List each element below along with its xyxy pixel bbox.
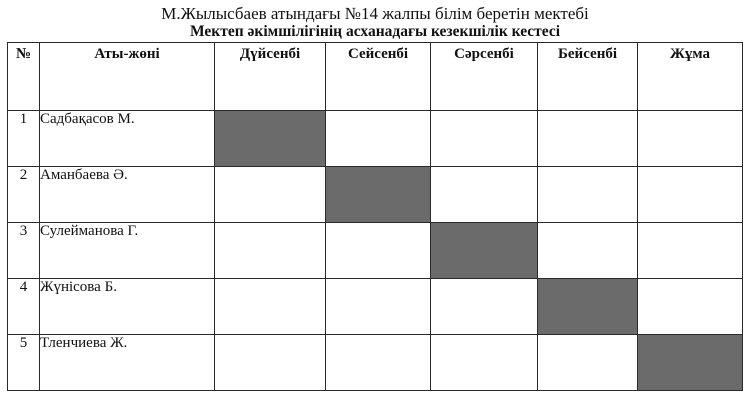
duty-schedule-table: [7, 42, 743, 391]
column-header-thursday: Бейсенбі: [538, 43, 638, 111]
header-row: [8, 43, 743, 111]
staff-name: Садбақасов М.: [40, 111, 215, 167]
column-header-tuesday: Сейсенбі: [326, 43, 431, 111]
column-header-name: Аты-жөні: [40, 43, 215, 111]
day-cell-wednesday: [431, 111, 538, 167]
day-cell-tuesday: [326, 335, 431, 391]
table-row: [8, 167, 743, 223]
row-number: 2: [8, 167, 40, 223]
day-cell-monday-duty: [215, 111, 326, 167]
column-header-wednesday: Сәрсенбі: [431, 43, 538, 111]
day-cell-wednesday: [431, 167, 538, 223]
day-cell-monday: [215, 335, 326, 391]
staff-name: Тленчиева Ж.: [40, 335, 215, 391]
day-cell-friday: [638, 111, 743, 167]
row-number: 3: [8, 223, 40, 279]
row-number: 4: [8, 279, 40, 335]
table-row: [8, 279, 743, 335]
day-cell-friday: [638, 223, 743, 279]
school-name: М.Жылысбаев атындағы №14 жалпы білім беретін мектебі: [161, 4, 589, 23]
table-row: [8, 223, 743, 279]
day-cell-friday: [638, 167, 743, 223]
day-cell-friday: [638, 279, 743, 335]
day-cell-monday: [215, 167, 326, 223]
day-cell-monday: [215, 279, 326, 335]
staff-name: Жүнісова Б.: [40, 279, 215, 335]
table-row: [8, 111, 743, 167]
day-cell-wednesday-duty: [431, 223, 538, 279]
schedule-title: Мектеп әкімшілігінің асханадағы кезекшілік кестесі: [189, 23, 561, 40]
column-header-friday: Жұма: [638, 43, 743, 111]
day-cell-thursday-duty: [538, 279, 638, 335]
day-cell-thursday: [538, 111, 638, 167]
table-row: [8, 335, 743, 391]
day-cell-thursday: [538, 167, 638, 223]
column-header-monday: Дүйсенбі: [215, 43, 326, 111]
day-cell-tuesday: [326, 111, 431, 167]
staff-name: Аманбаева Ә.: [40, 167, 215, 223]
day-cell-wednesday: [431, 279, 538, 335]
day-cell-monday: [215, 223, 326, 279]
day-cell-thursday: [538, 335, 638, 391]
day-cell-tuesday: [326, 279, 431, 335]
row-number: 1: [8, 111, 40, 167]
day-cell-tuesday-duty: [326, 167, 431, 223]
day-cell-thursday: [538, 223, 638, 279]
day-cell-tuesday: [326, 223, 431, 279]
day-cell-wednesday: [431, 335, 538, 391]
day-cell-friday-duty: [638, 335, 743, 391]
column-header-number: №: [8, 43, 40, 111]
staff-name: Сулейманова Г.: [40, 223, 215, 279]
row-number: 5: [8, 335, 40, 391]
